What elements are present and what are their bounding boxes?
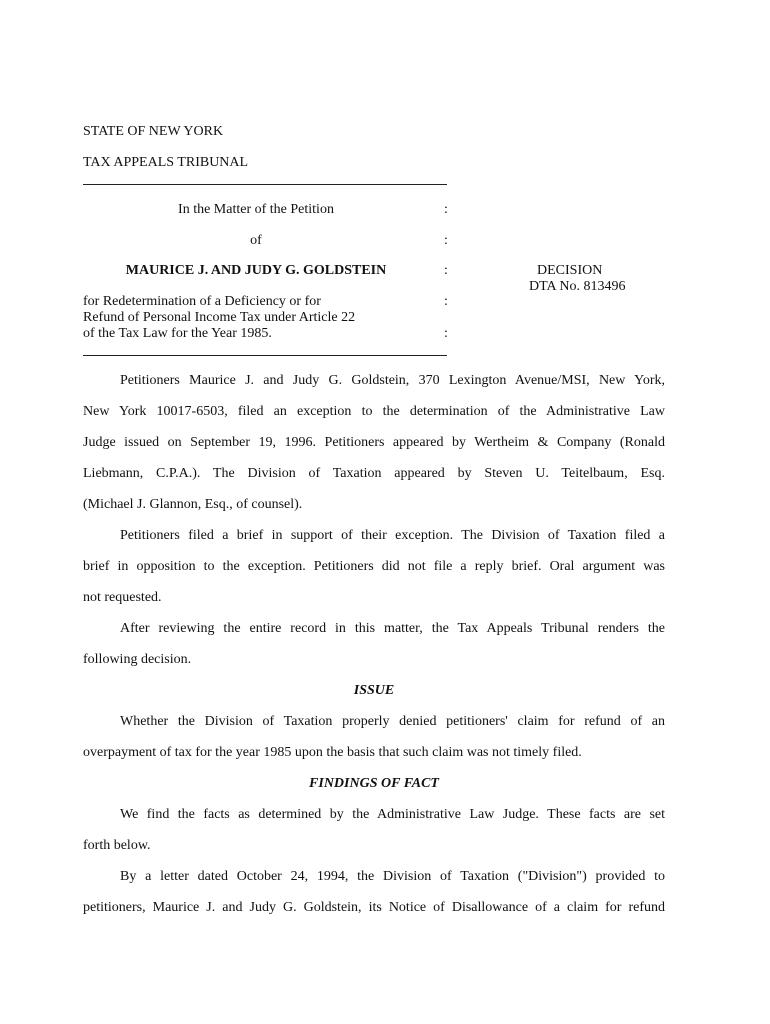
body-line: forth below.	[83, 838, 151, 853]
body-line: overpayment of tax for the year 1985 upon the basis that such claim was not timely filed.	[83, 745, 582, 760]
body-line: (Michael J. Glannon, Esq., of counsel).	[83, 497, 303, 512]
body-line: following decision.	[83, 652, 192, 667]
body-line: Whether the Division of Taxation properly denied petitioners' claim for refund of an	[120, 714, 665, 729]
decision-label: DECISION	[537, 263, 603, 278]
findings-heading: FINDINGS OF FACT	[309, 776, 439, 791]
purpose-line: of the Tax Law for the Year 1985.	[83, 326, 272, 341]
body-line: After reviewing the entire record in this matter, the Tax Appeals Tribunal renders the	[120, 621, 665, 636]
body-line: Petitioners Maurice J. and Judy G. Goldstein, 370 Lexington Avenue/MSI, New York,	[120, 373, 665, 388]
caption-colon: :	[444, 202, 448, 217]
matter-line: In the Matter of the Petition	[178, 202, 334, 217]
caption-colon: :	[444, 294, 448, 309]
issue-heading: ISSUE	[353, 683, 395, 698]
body-line: not requested.	[83, 590, 162, 605]
petitioner-names: MAURICE J. AND JUDY G. GOLDSTEIN	[125, 263, 387, 278]
tribunal-heading: TAX APPEALS TRIBUNAL	[83, 155, 249, 170]
dta-number: DTA No. 813496	[529, 279, 626, 294]
body-line: We find the facts as determined by the Administrative Law Judge. These facts are set	[120, 807, 665, 822]
body-line: New York 10017-6503, filed an exception to the determination of the Administrative Law	[83, 404, 665, 419]
caption-colon: :	[444, 326, 448, 341]
body-line: brief in opposition to the exception. Petitioners did not file a reply brief. Oral argument was	[83, 559, 665, 574]
caption-colon: :	[444, 233, 448, 248]
purpose-line: for Redetermination of a Deficiency or for	[83, 294, 321, 309]
body-line: Petitioners filed a brief in support of their exception. The Division of Taxation filed a	[120, 528, 665, 543]
body-line: By a letter dated October 24, 1994, the Division of Taxation ("Division") provided to	[120, 869, 665, 884]
purpose-line: Refund of Personal Income Tax under Article 22	[83, 310, 356, 325]
body-line: petitioners, Maurice J. and Judy G. Goldstein, its Notice of Disallowance of a claim for refund	[83, 900, 665, 915]
of-line: of	[250, 233, 262, 248]
state-heading: STATE OF NEW YORK	[83, 124, 224, 139]
caption-colon: :	[444, 263, 448, 278]
body-line: Liebmann, C.P.A.). The Division of Taxation appeared by Steven U. Teitelbaum, Esq.	[83, 466, 665, 481]
caption-bottom-rule	[83, 355, 447, 356]
caption-top-rule	[83, 184, 447, 185]
body-line: Judge issued on September 19, 1996. Petitioners appeared by Wertheim & Company (Ronald	[83, 435, 665, 450]
